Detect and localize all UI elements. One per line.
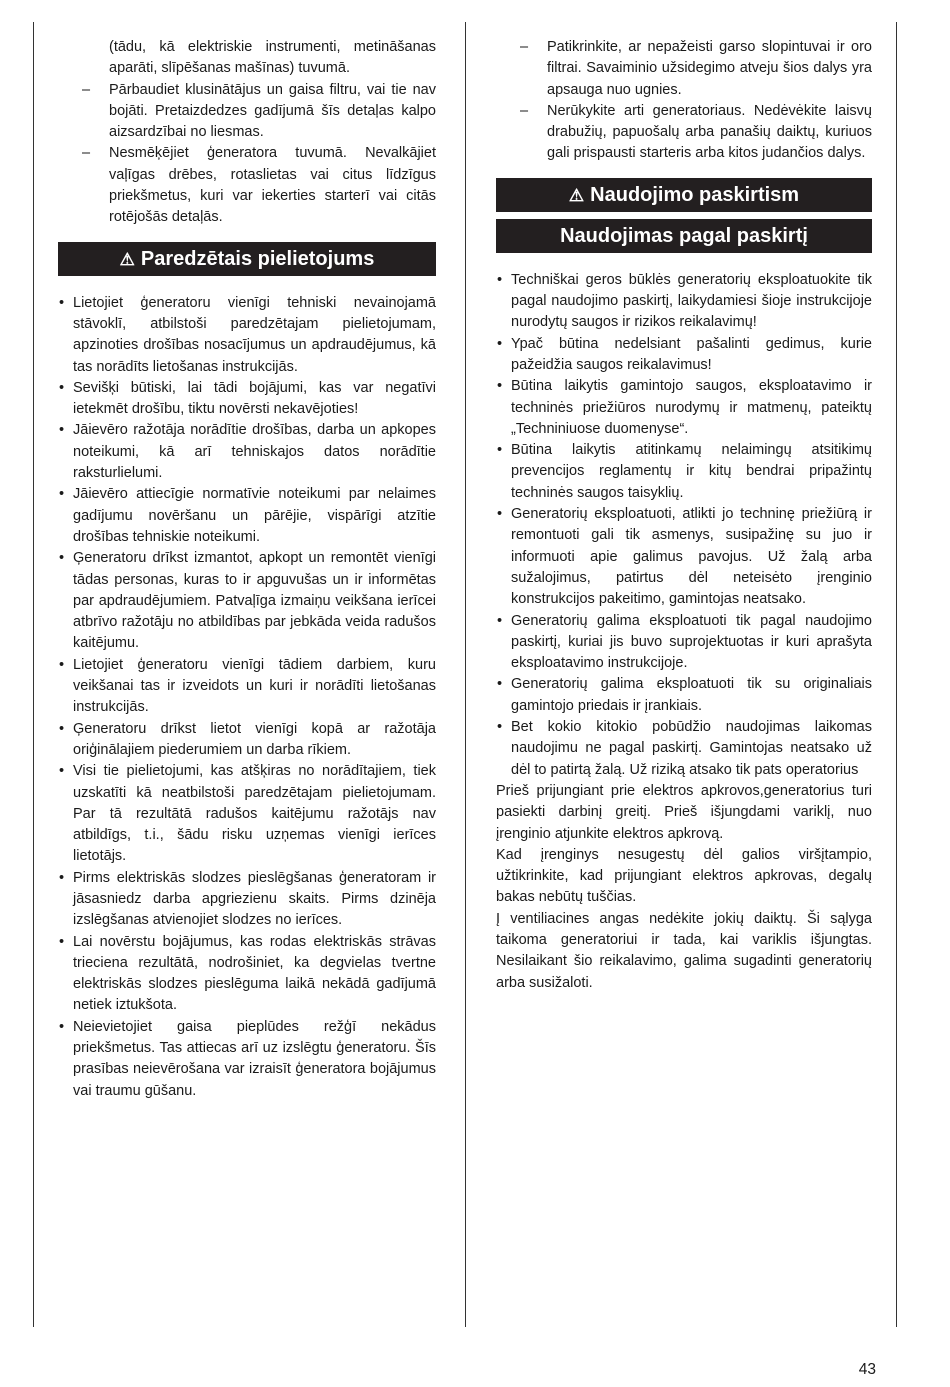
section-heading xyxy=(58,242,436,276)
dash-item-text: Nesmēķējiet ģeneratora tuvumā. Nevalkājiet vaļīgas drēbes, rotaslietas vai citus līdzīgus priekšmetus, kuri var iekerties starterī vai citās rotējošās detaļās. xyxy=(109,145,436,226)
list-item: • Generatorių eksploatuoti, atlikti jo techninę priežiūrą ir remontuoti gali tik asmenys, susipažinę su juo ir informuoti apie galimus pavojus. Už žalą arba sužalojimus, patirtus dėl neteisėto įrenginio konstrukcijos pakeitimo, gamintojas neatsako. xyxy=(497,506,872,608)
list-item-text: Lai novērstu bojājumus, kas rodas elektriskās strāvas trieciena rezultātā, nodrošiniet, ka degvielas tvertne elektriskās slodzes pieslēguma laikā nekādā gadījumā netiek iztukšota. xyxy=(73,933,436,1014)
list-item: • Visi tie pielietojumi, kas atšķiras no norādītajiem, tiek uzskatīti kā neatbilstoši paredzētajam pielietojumam. Par tā rezultātā radušos kaitējumu ražotājs nav atbildīgs, t.i., šādu risku uzņemas vienīgi ierīces lietotājs. xyxy=(59,763,436,865)
warning-icon: ⚠ xyxy=(119,249,135,269)
list-item: • Lietojiet ģeneratoru vienīgi tādiem darbiem, kuru veikšanai tas ir izveidots un kuri ir norādīti lietošanas instrukcijās. xyxy=(59,656,436,716)
column-divider xyxy=(465,22,466,1327)
list-item-text: Generatorių galima eksploatuoti tik pagal naudojimo paskirtį, kuriai jis buvo suprojektuotas ir kuri aprašyta eksploatavimo instrukcijoje. xyxy=(511,612,872,672)
list-item: • Generatorių galima eksploatuoti tik su originaliais gamintojo priedais ir įrankiais. xyxy=(497,676,872,714)
section-heading xyxy=(496,178,872,212)
dash-item-text: Nerūkykite arti generatoriaus. Nedėvėkite laisvų drabužių, papuošalų arba panašių daiktų, kuriuos gali prispausti starteris arba kitos judančios dalys. xyxy=(547,102,872,162)
list-item-text: Generatorių galima eksploatuoti tik su originaliais gamintojo priedais ir įrankiais. xyxy=(511,676,872,714)
dash-mark: – xyxy=(82,81,91,98)
paragraph: Į ventiliacines angas nedėkite jokių daiktų. Ši sąlyga taikoma generatoriui ir tada, kai variklis išjungtas. Nesilaikant šio reikalavimo, galima sugadinti generatorių arba susižaloti. xyxy=(496,910,872,991)
list-item: • Jāievēro attiecīgie normatīvie noteikumi par nelaimes gadījumu novēršanu un pārējie, vispārīgi atzītie drošības tehniskie noteikumi. xyxy=(59,486,436,545)
list-item: • Lietojiet ģeneratoru vienīgi tehniski nevainojamā stāvoklī, atbilstoši paredzētajam pielietojumam, apzinoties drošības nosacījumus un apdraudējumus, kā tas norādīts lietošanas instrukcijās. xyxy=(59,294,436,375)
list-item-text: Sevišķi būtiski, lai tādi bojājumi, kas var negatīvi ietekmēt drošību, tiktu novērsti nekavējoties! xyxy=(73,379,436,418)
section-heading-text: Naudojimo paskirtism xyxy=(590,183,800,206)
dash-item-text: Patikrinkite, ar nepažeisti garso slopintuvai ir oro filtrai. Savaiminio užsidegimo atveju šios dalys yra apsauga nuo ugnies. xyxy=(547,39,872,98)
list-item: • Ypač būtina nedelsiant pašalinti gedimus, kurie pažeidžia saugos reikalavimus! xyxy=(497,335,872,373)
paragraph: Kad įrenginys nesugestų dėl galios viršįtampio, užtikrinkite, kad prijungiant elektros apkrovas, degalų bakas nebūtų tuščias. xyxy=(496,846,872,906)
list-item-text: Pirms elektriskās slodzes pieslēgšanas ģeneratoram ir jāsasniedz darba apgriezienu skaits. Pirms dzinēja izslēgšanas atvienojiet slodzes no ierīces. xyxy=(73,869,436,929)
dash-item-text: Pārbaudiet klusinātājus un gaisa filtru, vai tie nav bojāti. Pretaizdedzes gadījumā šīs detaļas kalpo aizsardzībai no liesmas. xyxy=(109,81,436,141)
list-item: • Ģeneratoru drīkst izmantot, apkopt un remontēt vienīgi tādas personas, kuras to ir apguvušas un ir informētas par apdraudējumiem. Patvaļīga izmaiņu veikšana ierīcei atbrīvo ražotāju no atbildības par jebkāda veida radušos kaitējumu. xyxy=(59,550,436,652)
page-number: 43 xyxy=(858,1361,876,1378)
list-item: • Neievietojiet gaisa pieplūdes režģī nekādus priekšmetus. Tas attiecas arī uz izslēgtu ģeneratoru. Šīs prasības neievērošana var izraisīt ģeneratora bojājumus vai traumu gūšanu. xyxy=(59,1018,436,1099)
list-item: • Jāievēro ražotāja norādītie drošības, darba un apkopes noteikumi, kā arī tehniskajos datos norādītie raksturlielumi. xyxy=(59,422,436,482)
list-item-text: Lietojiet ģeneratoru vienīgi tādiem darbiem, kuru veikšanai tas ir izveidots un kuri ir norādīti lietošanas instrukcijās. xyxy=(73,656,436,716)
dash-item xyxy=(58,80,436,144)
list-item-text: Ypač būtina nedelsiant pašalinti gedimus, kurie pažeidžia saugos reikalavimus! xyxy=(511,335,872,373)
list-item-text: Techniškai geros būklės generatorių eksploatuokite tik pagal naudojimo paskirtį, laikydamiesi šioje instrukcijoje nurodytų saugos ir rizikos reikalavimų! xyxy=(511,271,872,331)
list-item: • Bet kokio kitokio pobūdžio naudojimas laikomas naudojimu ne pagal paskirtį. Gamintojas neatsako už dėl to patirtą žalą. Už riziką atsako tik pats operatorius xyxy=(497,719,872,778)
dash-item xyxy=(58,143,436,228)
list-item: • Būtina laikytis atitinkamų nelaimingų atsitikimų prevencijos reglamentų ir kitų bendrai pripažintų techninės saugos taisyklių. xyxy=(497,442,872,501)
section-heading-text: Paredzētais pielietojums xyxy=(140,247,375,270)
right-margin-rule xyxy=(896,22,897,1327)
list-item: • Sevišķi būtiski, lai tādi bojājumi, kas var negatīvi ietekmēt drošību, tiktu novērsti nekavējoties! xyxy=(59,379,436,418)
list-item-text: Būtina laikytis atitinkamų nelaimingų atsitikimų prevencijos reglamentų ir kitų bendrai pripažintų techninės saugos taisyklių. xyxy=(511,442,872,501)
list-item-text: Bet kokio kitokio pobūdžio naudojimas laikomas naudojimu ne pagal paskirtį. Gamintojas neatsako už dėl to patirtą žalą. Už riziką atsako tik pats operatorius xyxy=(511,719,872,778)
list-item-text: Būtina laikytis gamintojo saugos, eksploatavimo ir techninės priežiūros nurodymų ir matmenų, pateiktų „Techniniuose duomenyse“. xyxy=(511,378,872,437)
list-item-text: Ģeneratoru drīkst lietot vienīgi kopā ar ražotāja oriģinālajiem piederumiem un darba rīkiem. xyxy=(73,720,436,758)
dash-mark: – xyxy=(520,39,529,55)
continuation-text: (tādu, kā elektriskie instrumenti, metināšanas aparāti, slīpēšanas mašīnas) tuvumā. xyxy=(109,39,436,77)
list-item-text: Neievietojiet gaisa pieplūdes režģī nekādus priekšmetus. Tas attiecas arī uz izslēgtu ģeneratoru. Šīs prasības neievērošana var izraisīt ģeneratora bojājumus vai traumu gūšanu. xyxy=(73,1018,436,1099)
section-subheading xyxy=(496,219,872,253)
list-item: • Ģeneratoru drīkst lietot vienīgi kopā ar ražotāja oriģinālajiem piederumiem un darba rīkiem. xyxy=(59,720,436,758)
dash-item xyxy=(496,101,872,165)
list-item-text: Jāievēro ražotāja norādītie drošības, darba un apkopes noteikumi, kā arī tehniskajos datos norādītie raksturlielumi. xyxy=(73,422,436,482)
paragraph: Prieš prijungiant prie elektros apkrovos,generatorius turi pasiekti darbinį greitį. Prieš išjungdami variklį, nuo įrenginio atjunkite elektros apkrovą. xyxy=(496,782,872,842)
list-item: • Techniškai geros būklės generatorių eksploatuokite tik pagal naudojimo paskirtį, laikydamiesi šioje instrukcijoje nurodytų saugos ir rizikos reikalavimų! xyxy=(497,271,872,331)
list-item: • Pirms elektriskās slodzes pieslēgšanas ģeneratoram ir jāsasniedz darba apgriezienu skaits. Pirms dzinēja izslēgšanas atvienojiet slodzes no ierīces. xyxy=(59,869,436,929)
list-item: • Lai novērstu bojājumus, kas rodas elektriskās strāvas trieciena rezultātā, nodrošiniet, ka degvielas tvertne elektriskās slodzes pieslēguma laikā nekādā gadījumā netiek iztukšota. xyxy=(59,933,436,1014)
left-margin-rule xyxy=(33,22,34,1327)
list-item-text: Ģeneratoru drīkst izmantot, apkopt un remontēt vienīgi tādas personas, kuras to ir apguvušas un ir informētas par apdraudējumiem. Patvaļīga izmaiņu veikšana ierīcei atbrīvo ražotāju no atbildības par jebkāda veida radušos kaitējumu. xyxy=(73,550,436,652)
list-item-text: Generatorių eksploatuoti, atlikti jo techninę priežiūrą ir remontuoti gali tik asmenys, susipažinę su juo ir informuoti apie galimus pavojus. Už žalą arba sužalojimus, patirtus dėl neteisėto įrenginio konstrukcijos pakeitimo, gamintojas neatsako. xyxy=(511,506,872,608)
dash-mark: – xyxy=(520,102,529,119)
list-item-text: Visi tie pielietojumi, kas atšķiras no norādītajiem, tiek uzskatīti kā neatbilstoši paredzētajam pielietojumam. Par tā rezultātā radušos kaitējumu ražotājs nav atbildīgs, t.i., šādu risku uzņemas vienīgi ierīces lietotājs. xyxy=(73,763,436,865)
dash-item xyxy=(496,37,872,101)
warning-icon: ⚠ xyxy=(568,185,585,205)
list-item-text: Lietojiet ģeneratoru vienīgi tehniski nevainojamā stāvoklī, atbilstoši paredzētajam pielietojumam, apzinoties drošības nosacījumus un apdraudējumus, kā tas norādīts lietošanas instrukcijās. xyxy=(73,294,436,375)
section-subheading-text: Naudojimas pagal paskirtį xyxy=(560,224,808,247)
left-column xyxy=(58,37,436,1102)
list-item-text: Jāievēro attiecīgie normatīvie noteikumi par nelaimes gadījumu novēršanu un pārējie, vispārīgi atzītie drošības tehniskie noteikumi. xyxy=(73,486,436,545)
list-item: • Generatorių galima eksploatuoti tik pagal naudojimo paskirtį, kuriai jis buvo suprojektuotas ir kuri aprašyta eksploatavimo instrukcijoje. xyxy=(497,612,872,672)
list-item: • Būtina laikytis gamintojo saugos, eksploatavimo ir techninės priežiūros nurodymų ir matmenų, pateiktų „Techniniuose duomenyse“. xyxy=(497,378,872,437)
dash-mark: – xyxy=(82,145,91,162)
right-column xyxy=(496,37,872,994)
